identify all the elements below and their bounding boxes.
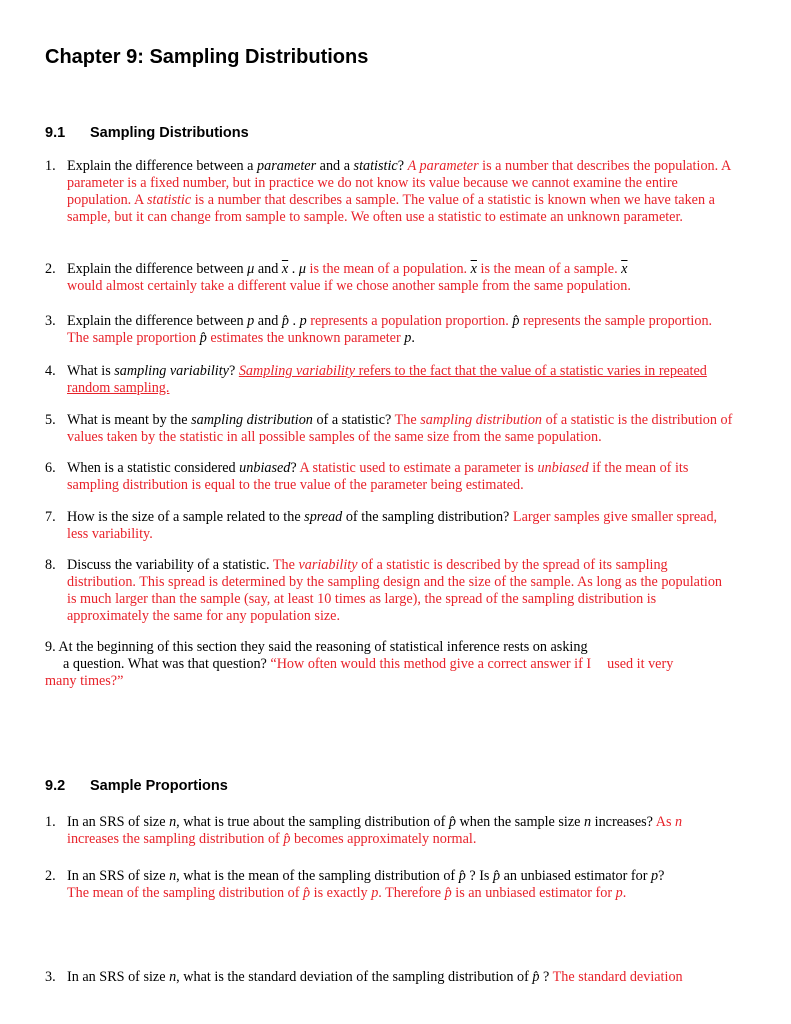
p-symbol: p <box>247 313 255 329</box>
n-symbol: n <box>584 814 592 830</box>
question-text: When is a statistic considered <box>67 460 240 476</box>
answer-text: . Therefore <box>378 885 445 901</box>
answer-text: estimates the unknown parameter <box>206 330 405 346</box>
answer-text: is a number that describes the population. A parameter is a fixed number, but in practice we do not know its value because we cannot examine the entire population. A <box>67 158 731 208</box>
page-title: Chapter 9: Sampling Distributions <box>45 46 369 68</box>
item-number: 4. <box>45 363 56 379</box>
question-text: ? <box>397 158 408 174</box>
item-number: 6. <box>45 460 56 476</box>
answer-term: A parameter <box>407 158 479 174</box>
p-symbol: p <box>371 885 379 901</box>
question-text: In an SRS of size <box>67 969 170 985</box>
answer-text: . <box>411 330 415 346</box>
question-9-1-1 <box>45 158 735 226</box>
question-text: In an SRS of size <box>67 868 170 884</box>
question-text: ? Is <box>465 868 493 884</box>
item-number: 5. <box>45 412 56 428</box>
answer-text: represents a population proportion. <box>306 313 513 329</box>
term-sampling-distribution: sampling distribution <box>191 412 313 428</box>
p-symbol: p <box>650 868 659 884</box>
answer-text: would almost certainly take a different value if we chose another sample from the same population. <box>67 278 631 294</box>
section-heading-9-1 <box>45 125 249 141</box>
answer-term: statistic <box>147 192 192 208</box>
question-text: of the sampling distribution? <box>342 509 513 525</box>
item-number: 2. <box>45 261 56 277</box>
answer-term: variability <box>298 557 358 573</box>
question-9-1-7 <box>45 509 735 543</box>
question-text: In an SRS of size <box>67 814 170 830</box>
question-9-1-8 <box>45 557 735 625</box>
question-text: and a <box>316 158 354 174</box>
xbar-symbol: $\overline{x}$ <box>621 261 628 277</box>
phat-symbol: p̂ <box>448 814 456 830</box>
phat-symbol: p̂ <box>532 969 540 985</box>
answer-text: is a number that describes a sample. The value of a statistic is known when we have taken a sample, but it can change from sample to sample. We often use a statistic to estimate an unknown parameter. <box>67 192 715 225</box>
phat-symbol: p̂ <box>512 313 520 329</box>
term-unbiased: unbiased <box>239 460 291 476</box>
answer-text: of a statistic is the distribution of values taken by the statistic in all possible samples of the same size from the same population. <box>67 412 733 445</box>
question-text: a question. What was that question? <box>63 656 271 672</box>
question-9-1-5 <box>45 412 735 446</box>
xbar-symbol: $\overline{x}$ <box>470 261 477 277</box>
question-text: of a statistic? <box>312 412 395 428</box>
answer-text: represents the sample proportion. The sample proportion <box>67 313 713 346</box>
mu-symbol: μ <box>247 261 255 277</box>
answer-text: is an unbiased estimator for <box>451 885 616 901</box>
question-text: and <box>254 261 282 277</box>
question-text: ? <box>290 460 300 476</box>
question-text: Explain the difference between a <box>67 158 257 174</box>
item-number: 1. <box>45 814 56 830</box>
question-text: when the sample size <box>455 814 584 830</box>
mu-symbol: μ <box>298 261 306 277</box>
phat-symbol: p̂ <box>444 885 452 901</box>
answer-text: is exactly <box>310 885 372 901</box>
item-number: 3. <box>45 969 56 985</box>
question-text: Discuss the variability of a statistic. <box>67 557 273 573</box>
p-symbol: p <box>615 885 623 901</box>
answer-text: of a statistic is described by the spread of its sampling distribution. This spread is determined by the sampling design and the size of the sample. As long as the population is much larger than the sample (say, at least 10 times as large), the spread of the sampling distribution is approximately the same for any population size. <box>67 557 723 624</box>
question-9-1-3 <box>45 313 735 347</box>
question-9-1-6 <box>45 460 735 494</box>
term-parameter: parameter <box>257 158 317 174</box>
answer-text: The <box>272 557 299 573</box>
question-9-1-9 <box>45 639 735 690</box>
item-number: 2. <box>45 868 56 884</box>
question-text: an unbiased estimator for <box>500 868 651 884</box>
question-9-1-2 <box>45 261 735 295</box>
section-number: 9.1 <box>45 125 66 141</box>
n-symbol: n <box>169 814 177 830</box>
question-text: , what is true about the sampling distribution of <box>176 814 449 830</box>
question-text: Explain the difference between <box>67 313 248 329</box>
question-9-2-2 <box>45 868 735 902</box>
item-number: 1. <box>45 158 56 174</box>
question-text: 9. At the beginning of this section they said the reasoning of statistical inference rests on asking <box>45 639 588 655</box>
phat-symbol: p̂ <box>283 831 291 847</box>
item-number: 7. <box>45 509 56 525</box>
question-text: How is the size of a sample related to the <box>67 509 305 525</box>
term-spread: spread <box>304 509 343 525</box>
p-symbol: p <box>299 313 307 329</box>
n-symbol: n <box>675 814 683 830</box>
phat-symbol: p̂ <box>492 868 501 884</box>
question-text: . <box>288 313 300 329</box>
question-text: , what is the standard deviation of the sampling distribution of <box>176 969 533 985</box>
item-number: 3. <box>45 313 56 329</box>
answer-text: used it very <box>607 656 674 672</box>
answer-text: becomes approximately normal. <box>290 831 477 847</box>
n-symbol: n <box>169 868 177 884</box>
question-text: What is meant by the <box>67 412 192 428</box>
question-text: and <box>254 313 282 329</box>
n-symbol: n <box>169 969 177 985</box>
p-symbol: p <box>404 330 412 346</box>
answer-text: is the mean of a population. <box>305 261 471 277</box>
question-text: ? <box>658 868 665 884</box>
answer-text: A statistic used to estimate a parameter is <box>299 460 538 476</box>
answer-text: . <box>622 885 627 901</box>
question-text: increases? <box>591 814 656 830</box>
phat-symbol: p̂ <box>199 330 207 346</box>
question-text: ? <box>539 969 553 985</box>
phat-symbol: p̂ <box>303 885 311 901</box>
answer-text: Larger samples give smaller spread, less variability. <box>67 509 718 542</box>
answer-text: “How often would this method give a correct answer if I <box>270 656 592 672</box>
phat-symbol: p̂ <box>458 868 466 884</box>
section-heading-9-2 <box>45 778 228 794</box>
answer-text: is the mean of a sample. <box>476 261 622 277</box>
question-text: What is <box>67 363 115 379</box>
question-text: Explain the difference between <box>67 261 248 277</box>
term-statistic: statistic <box>353 158 398 174</box>
xbar-symbol: $\overline{x}$ <box>281 261 289 277</box>
section-name: Sample Proportions <box>90 778 228 794</box>
answer-term: sampling distribution <box>420 412 543 428</box>
answer-term: unbiased <box>537 460 589 476</box>
answer-text: As <box>655 814 676 830</box>
answer-text: The <box>394 412 421 428</box>
answer-text: refers to the fact that the value of a statistic varies in repeated random sampling. <box>67 363 707 396</box>
phat-symbol: p̂ <box>281 313 289 329</box>
answer-text: The standard deviation <box>552 969 683 985</box>
answer-text: increases the sampling distribution of <box>67 831 284 847</box>
question-9-1-4 <box>45 363 735 397</box>
question-text: , what is the mean of the sampling distribution of <box>176 868 459 884</box>
section-name: Sampling Distributions <box>90 125 249 141</box>
answer-text: The mean of the sampling distribution of <box>67 885 304 901</box>
question-9-2-3 <box>45 969 735 986</box>
question-text: ? <box>228 363 239 379</box>
item-number: 8. <box>45 557 56 573</box>
answer-text: many times?” <box>45 673 124 689</box>
answer-text: if the mean of its sampling distribution is equal to the true value of the parameter being estimated. <box>67 460 689 493</box>
question-9-2-1 <box>45 814 735 848</box>
section-number: 9.2 <box>45 778 66 794</box>
term-sampling-variability: sampling variability <box>114 363 229 379</box>
question-text: . <box>288 261 299 277</box>
answer-term: Sampling variability <box>238 363 356 379</box>
